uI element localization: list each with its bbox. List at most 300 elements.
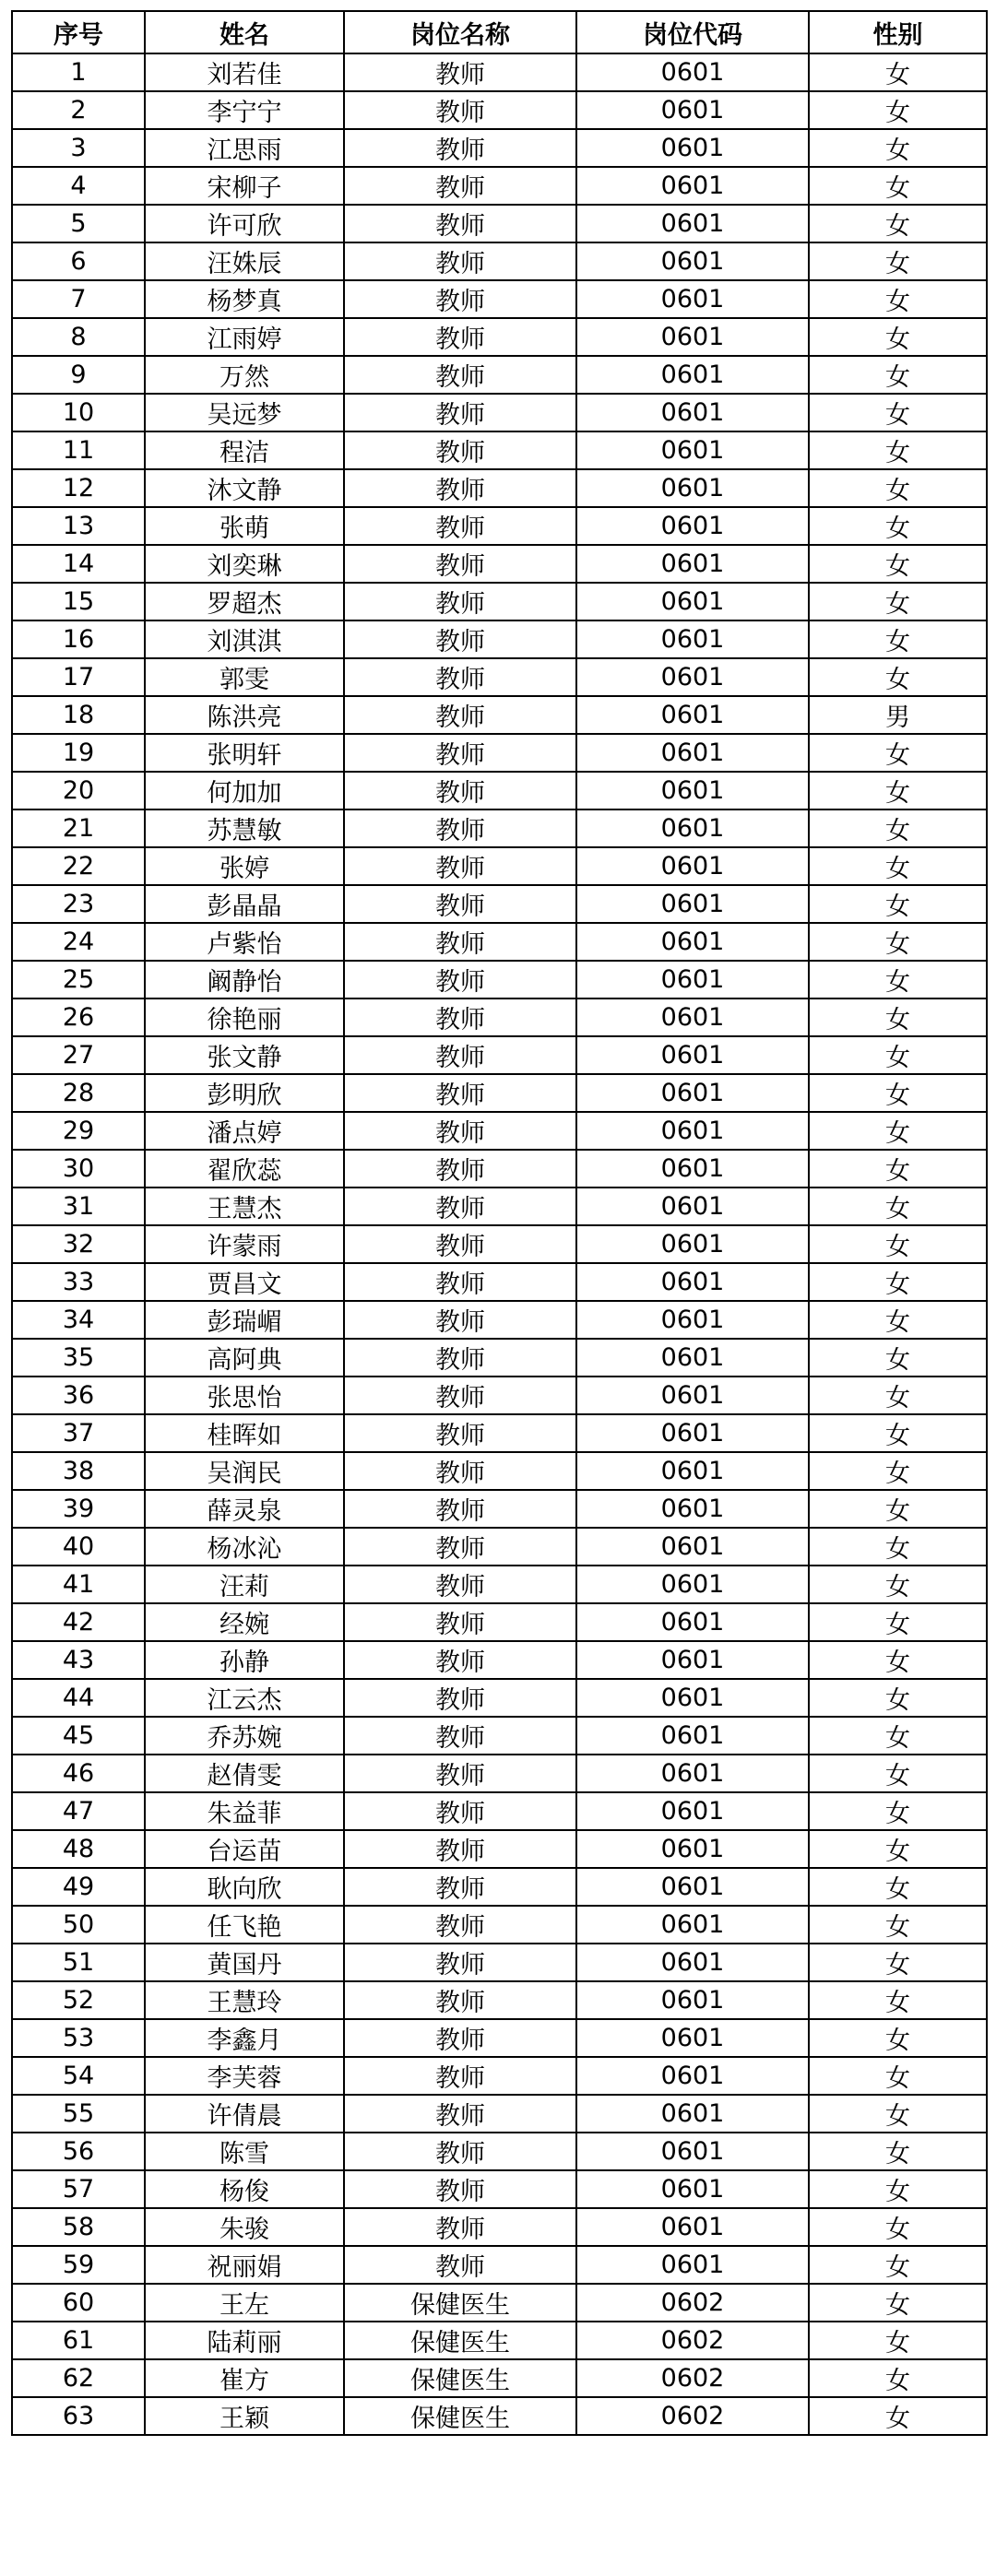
gender-cell: 女 (809, 2019, 987, 2057)
position-cell: 教师 (344, 1074, 576, 1112)
serial-cell: 16 (12, 620, 145, 658)
position-code-cell: 0601 (576, 961, 809, 998)
name-cell: 朱益菲 (145, 1792, 344, 1830)
serial-cell: 54 (12, 2057, 145, 2095)
name-cell: 孙静 (145, 1641, 344, 1679)
serial-cell: 60 (12, 2284, 145, 2322)
serial-cell: 5 (12, 205, 145, 242)
name-cell: 沐文静 (145, 469, 344, 507)
position-code-cell: 0601 (576, 1755, 809, 1792)
position-code-cell: 0601 (576, 205, 809, 242)
name-cell: 台运苗 (145, 1830, 344, 1868)
serial-cell: 3 (12, 129, 145, 167)
gender-cell: 女 (809, 129, 987, 167)
serial-cell: 39 (12, 1490, 145, 1528)
gender-cell: 女 (809, 53, 987, 91)
position-code-cell: 0601 (576, 1490, 809, 1528)
serial-cell: 43 (12, 1641, 145, 1679)
position-code-cell: 0602 (576, 2397, 809, 2435)
table-row (12, 167, 987, 205)
table-row (12, 923, 987, 961)
position-code-cell: 0601 (576, 1452, 809, 1490)
gender-cell: 女 (809, 1792, 987, 1830)
name-cell: 卢紫怡 (145, 923, 344, 961)
serial-cell: 63 (12, 2397, 145, 2435)
serial-cell: 28 (12, 1074, 145, 1112)
table-row (12, 1414, 987, 1452)
position-cell: 教师 (344, 961, 576, 998)
gender-cell: 女 (809, 1717, 987, 1755)
name-cell: 高阿典 (145, 1339, 344, 1377)
position-cell: 教师 (344, 923, 576, 961)
gender-cell: 女 (809, 1981, 987, 2019)
position-cell: 教师 (344, 280, 576, 318)
serial-cell: 47 (12, 1792, 145, 1830)
position-code-cell: 0601 (576, 53, 809, 91)
serial-cell: 41 (12, 1566, 145, 1603)
position-cell: 教师 (344, 1263, 576, 1301)
gender-cell: 女 (809, 1377, 987, 1414)
gender-cell: 女 (809, 2284, 987, 2322)
table-row (12, 2057, 987, 2095)
table-row (12, 1830, 987, 1868)
gender-cell: 女 (809, 1225, 987, 1263)
serial-cell: 52 (12, 1981, 145, 2019)
gender-cell: 女 (809, 242, 987, 280)
name-cell: 薛灵泉 (145, 1490, 344, 1528)
gender-cell: 女 (809, 91, 987, 129)
serial-cell: 45 (12, 1717, 145, 1755)
serial-cell: 61 (12, 2322, 145, 2359)
name-cell: 王左 (145, 2284, 344, 2322)
table-row (12, 1528, 987, 1566)
serial-cell: 22 (12, 847, 145, 885)
position-code-cell: 0601 (576, 2095, 809, 2133)
table-row (12, 1717, 987, 1755)
position-cell: 教师 (344, 1377, 576, 1414)
serial-cell: 13 (12, 507, 145, 545)
position-cell: 教师 (344, 1339, 576, 1377)
gender-cell: 女 (809, 1830, 987, 1868)
gender-cell: 女 (809, 961, 987, 998)
serial-cell: 59 (12, 2246, 145, 2284)
header-gender: 性别 (809, 11, 987, 53)
table-row (12, 961, 987, 998)
name-cell: 赵倩雯 (145, 1755, 344, 1792)
gender-cell: 女 (809, 2359, 987, 2397)
gender-cell: 女 (809, 1906, 987, 1944)
position-cell: 教师 (344, 1641, 576, 1679)
serial-cell: 33 (12, 1263, 145, 1301)
position-cell: 教师 (344, 2208, 576, 2246)
position-cell: 教师 (344, 2019, 576, 2057)
gender-cell: 女 (809, 2322, 987, 2359)
serial-cell: 21 (12, 809, 145, 847)
gender-cell: 女 (809, 394, 987, 431)
serial-cell: 10 (12, 394, 145, 431)
position-cell: 教师 (344, 809, 576, 847)
position-cell: 教师 (344, 1868, 576, 1906)
position-cell: 教师 (344, 2095, 576, 2133)
name-cell: 耿向欣 (145, 1868, 344, 1906)
table-row (12, 1679, 987, 1717)
position-cell: 教师 (344, 696, 576, 734)
position-cell: 教师 (344, 1717, 576, 1755)
serial-cell: 25 (12, 961, 145, 998)
table-row (12, 620, 987, 658)
position-cell: 教师 (344, 318, 576, 356)
name-cell: 江雨婷 (145, 318, 344, 356)
name-cell: 江云杰 (145, 1679, 344, 1717)
name-cell: 张思怡 (145, 1377, 344, 1414)
position-code-cell: 0601 (576, 2170, 809, 2208)
position-cell: 教师 (344, 998, 576, 1036)
gender-cell: 女 (809, 1679, 987, 1717)
serial-cell: 6 (12, 242, 145, 280)
position-cell: 教师 (344, 1830, 576, 1868)
gender-cell: 女 (809, 1074, 987, 1112)
name-cell: 陈雪 (145, 2133, 344, 2170)
serial-cell: 23 (12, 885, 145, 923)
name-cell: 宋柳子 (145, 167, 344, 205)
header-position-code: 岗位代码 (576, 11, 809, 53)
position-cell: 教师 (344, 2133, 576, 2170)
name-cell: 桂晖如 (145, 1414, 344, 1452)
position-cell: 教师 (344, 1414, 576, 1452)
position-cell: 教师 (344, 2246, 576, 2284)
position-cell: 教师 (344, 1188, 576, 1225)
position-code-cell: 0601 (576, 1074, 809, 1112)
gender-cell: 女 (809, 1036, 987, 1074)
position-code-cell: 0601 (576, 923, 809, 961)
serial-cell: 49 (12, 1868, 145, 1906)
position-cell: 教师 (344, 91, 576, 129)
gender-cell: 女 (809, 923, 987, 961)
table-row (12, 1225, 987, 1263)
gender-cell: 女 (809, 1868, 987, 1906)
gender-cell: 女 (809, 469, 987, 507)
serial-cell: 24 (12, 923, 145, 961)
position-code-cell: 0601 (576, 847, 809, 885)
table-row (12, 998, 987, 1036)
position-cell: 教师 (344, 394, 576, 431)
position-code-cell: 0601 (576, 1150, 809, 1188)
serial-cell: 48 (12, 1830, 145, 1868)
gender-cell: 女 (809, 2246, 987, 2284)
position-cell: 保健医生 (344, 2284, 576, 2322)
position-cell: 教师 (344, 1452, 576, 1490)
name-cell: 吴远梦 (145, 394, 344, 431)
table-row (12, 1377, 987, 1414)
name-cell: 李鑫月 (145, 2019, 344, 2057)
table-row (12, 809, 987, 847)
gender-cell: 女 (809, 772, 987, 809)
position-code-cell: 0601 (576, 318, 809, 356)
table-row (12, 2095, 987, 2133)
position-code-cell: 0601 (576, 998, 809, 1036)
name-cell: 张萌 (145, 507, 344, 545)
position-cell: 教师 (344, 1755, 576, 1792)
position-cell: 教师 (344, 205, 576, 242)
serial-cell: 2 (12, 91, 145, 129)
position-cell: 教师 (344, 1906, 576, 1944)
name-cell: 何加加 (145, 772, 344, 809)
position-code-cell: 0601 (576, 2057, 809, 2095)
position-code-cell: 0601 (576, 242, 809, 280)
serial-cell: 36 (12, 1377, 145, 1414)
gender-cell: 女 (809, 734, 987, 772)
serial-cell: 15 (12, 583, 145, 620)
position-cell: 保健医生 (344, 2359, 576, 2397)
position-code-cell: 0601 (576, 1830, 809, 1868)
table-row (12, 1566, 987, 1603)
name-cell: 刘若佳 (145, 53, 344, 91)
table-row (12, 658, 987, 696)
name-cell: 吴润民 (145, 1452, 344, 1490)
serial-cell: 62 (12, 2359, 145, 2397)
serial-cell: 37 (12, 1414, 145, 1452)
position-cell: 教师 (344, 1490, 576, 1528)
table-body (12, 53, 987, 2435)
table-row (12, 2397, 987, 2435)
name-cell: 潘点婷 (145, 1112, 344, 1150)
position-code-cell: 0601 (576, 507, 809, 545)
gender-cell: 女 (809, 1414, 987, 1452)
header-serial: 序号 (12, 11, 145, 53)
position-code-cell: 0601 (576, 583, 809, 620)
gender-cell: 女 (809, 2095, 987, 2133)
position-code-cell: 0601 (576, 1792, 809, 1830)
name-cell: 王慧杰 (145, 1188, 344, 1225)
position-cell: 教师 (344, 772, 576, 809)
serial-cell: 31 (12, 1188, 145, 1225)
table-row (12, 2322, 987, 2359)
serial-cell: 26 (12, 998, 145, 1036)
table-row (12, 1452, 987, 1490)
table-row (12, 242, 987, 280)
table-row (12, 545, 987, 583)
position-cell: 教师 (344, 469, 576, 507)
name-cell: 经婉 (145, 1603, 344, 1641)
gender-cell: 女 (809, 2057, 987, 2095)
position-cell: 教师 (344, 1981, 576, 2019)
position-code-cell: 0601 (576, 394, 809, 431)
name-cell: 刘奕琳 (145, 545, 344, 583)
name-cell: 杨梦真 (145, 280, 344, 318)
position-code-cell: 0601 (576, 545, 809, 583)
position-code-cell: 0601 (576, 658, 809, 696)
table-row (12, 469, 987, 507)
name-cell: 张婷 (145, 847, 344, 885)
name-cell: 黄国丹 (145, 1944, 344, 1981)
position-cell: 教师 (344, 1944, 576, 1981)
serial-cell: 17 (12, 658, 145, 696)
gender-cell: 女 (809, 1603, 987, 1641)
roster-table (11, 10, 988, 2436)
table-row (12, 1641, 987, 1679)
table-row (12, 1301, 987, 1339)
serial-cell: 35 (12, 1339, 145, 1377)
table-row (12, 507, 987, 545)
table-row (12, 1792, 987, 1830)
name-cell: 王颖 (145, 2397, 344, 2435)
position-cell: 教师 (344, 734, 576, 772)
position-cell: 教师 (344, 431, 576, 469)
table-row (12, 1150, 987, 1188)
name-cell: 崔方 (145, 2359, 344, 2397)
table-row (12, 2208, 987, 2246)
table-row (12, 431, 987, 469)
serial-cell: 51 (12, 1944, 145, 1981)
position-code-cell: 0601 (576, 1112, 809, 1150)
position-code-cell: 0601 (576, 167, 809, 205)
position-code-cell: 0601 (576, 1339, 809, 1377)
table-row (12, 772, 987, 809)
table-row (12, 2246, 987, 2284)
name-cell: 江思雨 (145, 129, 344, 167)
position-code-cell: 0602 (576, 2322, 809, 2359)
table-container (11, 10, 988, 2436)
name-cell: 万然 (145, 356, 344, 394)
name-cell: 贾昌文 (145, 1263, 344, 1301)
serial-cell: 38 (12, 1452, 145, 1490)
serial-cell: 57 (12, 2170, 145, 2208)
table-row (12, 1755, 987, 1792)
table-row (12, 1339, 987, 1377)
header-row (12, 11, 987, 53)
gender-cell: 女 (809, 847, 987, 885)
gender-cell: 女 (809, 1755, 987, 1792)
serial-cell: 32 (12, 1225, 145, 1263)
position-cell: 教师 (344, 658, 576, 696)
name-cell: 程洁 (145, 431, 344, 469)
position-code-cell: 0601 (576, 885, 809, 923)
name-cell: 许倩晨 (145, 2095, 344, 2133)
serial-cell: 55 (12, 2095, 145, 2133)
position-code-cell: 0601 (576, 129, 809, 167)
name-cell: 李芙蓉 (145, 2057, 344, 2095)
position-cell: 教师 (344, 507, 576, 545)
serial-cell: 46 (12, 1755, 145, 1792)
table-row (12, 53, 987, 91)
table-row (12, 1074, 987, 1112)
gender-cell: 女 (809, 998, 987, 1036)
name-cell: 王慧玲 (145, 1981, 344, 2019)
position-code-cell: 0601 (576, 1301, 809, 1339)
gender-cell: 女 (809, 1944, 987, 1981)
position-code-cell: 0602 (576, 2284, 809, 2322)
position-code-cell: 0601 (576, 469, 809, 507)
table-row (12, 91, 987, 129)
name-cell: 张文静 (145, 1036, 344, 1074)
table-row (12, 2359, 987, 2397)
table-row (12, 280, 987, 318)
gender-cell: 女 (809, 1112, 987, 1150)
position-code-cell: 0601 (576, 1036, 809, 1074)
position-code-cell: 0601 (576, 356, 809, 394)
table-row (12, 2133, 987, 2170)
table-row (12, 734, 987, 772)
gender-cell: 女 (809, 1150, 987, 1188)
gender-cell: 女 (809, 545, 987, 583)
serial-cell: 7 (12, 280, 145, 318)
table-row (12, 1036, 987, 1074)
position-code-cell: 0601 (576, 772, 809, 809)
gender-cell: 女 (809, 1641, 987, 1679)
position-cell: 教师 (344, 1036, 576, 1074)
position-cell: 教师 (344, 2057, 576, 2095)
gender-cell: 女 (809, 2208, 987, 2246)
position-code-cell: 0601 (576, 620, 809, 658)
table-row (12, 1188, 987, 1225)
position-code-cell: 0601 (576, 1981, 809, 2019)
position-code-cell: 0601 (576, 1225, 809, 1263)
serial-cell: 53 (12, 2019, 145, 2057)
name-cell: 阚静怡 (145, 961, 344, 998)
position-cell: 教师 (344, 1566, 576, 1603)
gender-cell: 女 (809, 1301, 987, 1339)
position-cell: 教师 (344, 620, 576, 658)
name-cell: 任飞艳 (145, 1906, 344, 1944)
position-code-cell: 0601 (576, 1944, 809, 1981)
table-row (12, 847, 987, 885)
position-code-cell: 0601 (576, 1263, 809, 1301)
name-cell: 张明轩 (145, 734, 344, 772)
serial-cell: 34 (12, 1301, 145, 1339)
serial-cell: 29 (12, 1112, 145, 1150)
gender-cell: 女 (809, 356, 987, 394)
table-row (12, 1263, 987, 1301)
name-cell: 彭晶晶 (145, 885, 344, 923)
serial-cell: 19 (12, 734, 145, 772)
position-code-cell: 0602 (576, 2359, 809, 2397)
name-cell: 杨俊 (145, 2170, 344, 2208)
serial-cell: 27 (12, 1036, 145, 1074)
name-cell: 汪莉 (145, 1566, 344, 1603)
name-cell: 郭雯 (145, 658, 344, 696)
position-cell: 教师 (344, 167, 576, 205)
table-row (12, 1603, 987, 1641)
serial-cell: 56 (12, 2133, 145, 2170)
position-code-cell: 0601 (576, 2133, 809, 2170)
table-row (12, 205, 987, 242)
gender-cell: 女 (809, 620, 987, 658)
serial-cell: 9 (12, 356, 145, 394)
name-cell: 徐艳丽 (145, 998, 344, 1036)
gender-cell: 女 (809, 507, 987, 545)
name-cell: 陆莉丽 (145, 2322, 344, 2359)
table-row (12, 2019, 987, 2057)
position-cell: 教师 (344, 1679, 576, 1717)
table-row (12, 2284, 987, 2322)
position-code-cell: 0601 (576, 1641, 809, 1679)
name-cell: 罗超杰 (145, 583, 344, 620)
serial-cell: 40 (12, 1528, 145, 1566)
table-row (12, 583, 987, 620)
position-code-cell: 0601 (576, 2208, 809, 2246)
name-cell: 乔苏婉 (145, 1717, 344, 1755)
position-code-cell: 0601 (576, 280, 809, 318)
serial-cell: 12 (12, 469, 145, 507)
gender-cell: 女 (809, 809, 987, 847)
serial-cell: 58 (12, 2208, 145, 2246)
serial-cell: 44 (12, 1679, 145, 1717)
serial-cell: 4 (12, 167, 145, 205)
header-position: 岗位名称 (344, 11, 576, 53)
table-row (12, 318, 987, 356)
table-row (12, 2170, 987, 2208)
gender-cell: 女 (809, 1339, 987, 1377)
